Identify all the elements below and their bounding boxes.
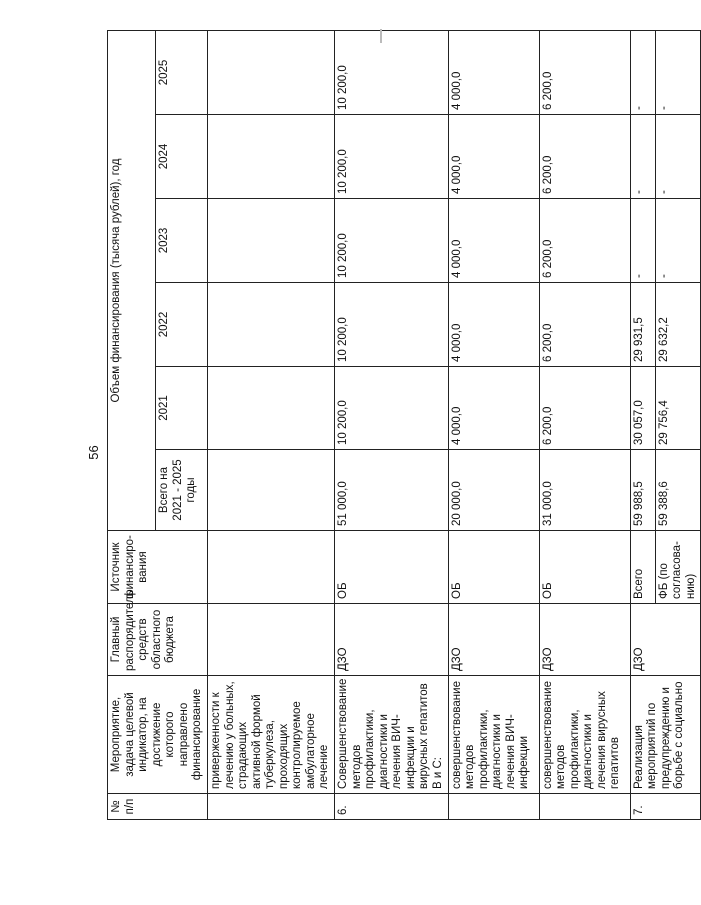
cell-source: ОБ xyxy=(335,531,449,604)
header-year: 2024 xyxy=(155,115,207,199)
table-row xyxy=(448,30,539,819)
cell-total: 51 000,0 xyxy=(335,450,449,531)
cell-total: 59 988,5 xyxy=(630,450,655,531)
cell-event: совершенствование методов профилактики, диагностики и лечения вирусных гепатитов xyxy=(539,676,630,794)
cell-value: 6 200,0 xyxy=(539,199,630,283)
cell-source: ОБ xyxy=(448,531,539,604)
cell-manager: ДЗО xyxy=(539,604,630,676)
cell-value: 29 931,5 xyxy=(630,283,655,367)
cell-event: приверженности к лечению у больных, страдающих активной формой туберкулеза, проходящих контролируемое амбулаторное лечение xyxy=(207,676,334,794)
header-year: 2025 xyxy=(155,30,207,114)
cell-value: 30 057,0 xyxy=(630,367,655,450)
cell-manager: ДЗО xyxy=(335,604,449,676)
cell-value: 6 200,0 xyxy=(539,30,630,114)
cell-num xyxy=(207,794,334,820)
cell-total xyxy=(207,450,334,531)
cell-value xyxy=(207,30,334,114)
cell-value: - xyxy=(630,199,655,283)
cell-value: 6 200,0 xyxy=(539,367,630,450)
cell-num: 7. xyxy=(630,794,701,820)
cell-value xyxy=(207,115,334,199)
cell-source: ФБ (по согласова-нию) xyxy=(655,531,701,604)
cell-value: - xyxy=(655,30,701,114)
header-volume: Объем финансирования (тысяча рублей), год xyxy=(108,30,156,530)
cell-value xyxy=(207,199,334,283)
cell-value: 10 200,0 xyxy=(335,283,449,367)
cell-total: 20 000,0 xyxy=(448,450,539,531)
cell-manager: ДЗО xyxy=(630,604,701,676)
header-row-1 xyxy=(108,30,156,819)
cell-value: 4 000,0 xyxy=(448,283,539,367)
header-source: Источник финансиро-вания xyxy=(108,531,208,604)
cell-value: 10 200,0 xyxy=(335,30,449,114)
cell-value: 4 000,0 xyxy=(448,115,539,199)
cell-value: 4 000,0 xyxy=(448,367,539,450)
table-row xyxy=(207,30,334,819)
cell-source: ОБ xyxy=(539,531,630,604)
cell-value: 29 632,2 xyxy=(655,283,701,367)
cell-manager: ДЗО xyxy=(448,604,539,676)
table-row xyxy=(335,30,449,819)
header-year: 2022 xyxy=(155,283,207,367)
header-manager: Главный распорядитель средств областного бюджета xyxy=(108,604,208,676)
cell-total: 31 000,0 xyxy=(539,450,630,531)
financing-table xyxy=(107,30,701,820)
cell-num xyxy=(539,794,630,820)
cell-value: 29 756,4 xyxy=(655,367,701,450)
cell-num: 6. xyxy=(335,794,449,820)
cell-value: - xyxy=(655,199,701,283)
cell-value: - xyxy=(630,115,655,199)
header-event: Мероприятие, задача целевой индикатор, на достижение которого направлено финансирование xyxy=(108,676,208,794)
table-row xyxy=(539,30,630,819)
header-year: 2021 xyxy=(155,367,207,450)
cell-num xyxy=(448,794,539,820)
scan-mark xyxy=(380,29,382,43)
header-year: 2023 xyxy=(155,199,207,283)
cell-value: 10 200,0 xyxy=(335,199,449,283)
cell-manager xyxy=(207,604,334,676)
cell-source: Всего xyxy=(630,531,655,604)
header-num: № п/п xyxy=(108,794,208,820)
cell-value: 10 200,0 xyxy=(335,115,449,199)
cell-value xyxy=(207,367,334,450)
cell-value: 10 200,0 xyxy=(335,367,449,450)
cell-value: 6 200,0 xyxy=(539,283,630,367)
cell-value: - xyxy=(655,115,701,199)
cell-value: 4 000,0 xyxy=(448,199,539,283)
page-number: 56 xyxy=(86,445,101,460)
cell-event: Совершенствование методов профилактики, диагностики и лечения ВИЧ-инфекции и вирусных гепатитов В и С: xyxy=(335,676,449,794)
cell-total: 59 388,6 xyxy=(655,450,701,531)
cell-value xyxy=(207,283,334,367)
cell-source xyxy=(207,531,334,604)
header-total: Всего на 2021 - 2025 годы xyxy=(155,450,207,531)
cell-value: - xyxy=(630,30,655,114)
cell-event: совершенствование методов профилактики, диагностики и лечения ВИЧ-инфекции xyxy=(448,676,539,794)
table-row xyxy=(630,30,655,819)
cell-event: Реализация мероприятий по предупреждению и борьбе с социально xyxy=(630,676,701,794)
cell-value: 6 200,0 xyxy=(539,115,630,199)
cell-value: 4 000,0 xyxy=(448,30,539,114)
